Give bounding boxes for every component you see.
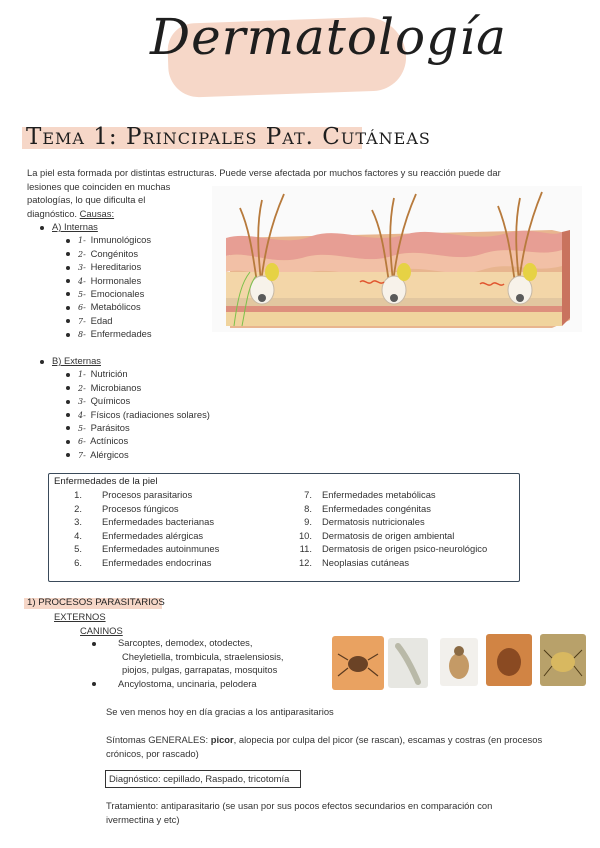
disease-item: 12. Neoplasias cutáneas: [298, 556, 410, 568]
demodex-photo: [388, 638, 428, 688]
tick-photo: [486, 634, 532, 686]
bullet-icon: [66, 333, 70, 337]
intro-line: lesiones que coinciden en muchas: [27, 180, 171, 192]
louse-photo: [440, 638, 478, 686]
list-item: 4- Hormonales: [40, 274, 152, 287]
internas-heading: A) Internas: [40, 220, 152, 233]
section-header: 1) PROCESOS PARASITARIOS: [27, 597, 165, 608]
disease-item: 10. Dermatosis de origen ambiental: [298, 529, 455, 541]
list-item: 5- Emocionales: [40, 287, 152, 300]
bullet-icon: [66, 279, 70, 283]
bullet-icon: [66, 386, 70, 390]
disease-item: 8. Enfermedades congénitas: [304, 502, 431, 514]
list-item-cont: piojos, pulgas, garrapatas, mosquitos: [122, 664, 278, 675]
list-item: 4- Físicos (radiaciones solares): [40, 408, 210, 421]
parasites-list: [92, 636, 322, 690]
bullet-icon: [66, 266, 70, 270]
list-item: Sarcoptes, demodex, otodectes,: [92, 636, 322, 650]
antiparasitic-note: Se ven menos hoy en día gracias a los antiparasitarios: [106, 706, 334, 717]
list-item: 6- Metabólicos: [40, 300, 152, 313]
picor-bold: picor: [210, 734, 234, 745]
list-item: 2- Microbianos: [40, 381, 210, 394]
bullet-icon: [66, 426, 70, 430]
intro-line: diagnóstico. Causas:: [27, 207, 115, 219]
causas-label: Causas:: [79, 207, 115, 219]
list-item: 6- Actínicos: [40, 434, 210, 447]
list-item: 2- Congénitos: [40, 247, 152, 260]
bullet-icon: [66, 252, 70, 256]
tratamiento-paragraph: [106, 799, 576, 826]
externas-heading: B) Externas: [40, 354, 210, 367]
list-item: 5- Parásitos: [40, 421, 210, 434]
bullet-icon: [66, 373, 70, 377]
bullet-icon: [66, 453, 70, 457]
list-item: 7- Edad: [40, 314, 152, 327]
disease-item: 6. Enfermedades endocrinas: [74, 556, 212, 568]
tratamiento-line: ivermectina y etc): [106, 813, 180, 825]
bullet-icon: [40, 226, 44, 230]
mite-photo: [332, 636, 384, 690]
tratamiento-line: Tratamiento: antiparasitario (se usan por sus pocos efectos secundarios en comparación con: [106, 800, 493, 811]
bullet-icon: [66, 400, 70, 404]
bullet-icon: [40, 360, 44, 364]
bullet-icon: [92, 642, 96, 646]
disease-item: 1. Procesos parasitarios: [74, 489, 193, 500]
section-heading: Tema 1: Principales Pat. Cutáneas: [26, 124, 431, 150]
skin-diagram: [212, 186, 582, 332]
intro-line: La piel esta formada por distintas estructuras. Puede verse afectada por muchos factores y su reacción puede dar: [27, 167, 501, 178]
enfermedades-title: Enfermedades de la piel: [54, 476, 158, 487]
list-item: 1- Nutrición: [40, 367, 210, 380]
diagnostico-text: Diagnóstico: cepillado, Raspado, tricotomía: [109, 773, 290, 784]
disease-item: 11. Dermatosis de origen psico-neurológico: [299, 543, 488, 554]
list-item: Ancylostoma, uncinaria, pelodera: [92, 677, 322, 691]
disease-item: 2. Procesos fúngicos: [74, 502, 179, 514]
bullet-icon: [66, 239, 70, 243]
bullet-icon: [66, 306, 70, 310]
disease-item: 9. Dermatosis nutricionales: [304, 516, 425, 527]
intro-line: patologías, lo que dificulta el: [27, 194, 146, 205]
list-item-cont: Cheyletiella, trombicula, straelensiosis,: [122, 650, 284, 662]
cheyletiella-photo: [540, 634, 586, 686]
externos-label: EXTERNOS: [54, 611, 106, 622]
disease-item: 5. Enfermedades autoinmunes: [74, 543, 220, 554]
bullet-icon: [66, 413, 70, 417]
enfermedades-left-column: [60, 488, 219, 569]
disease-item: 3. Enfermedades bacterianas: [74, 516, 215, 527]
bullet-icon: [92, 682, 96, 686]
caninos-label: CANINOS: [80, 625, 123, 636]
page-title: Dermatología: [150, 8, 507, 66]
enfermedades-right-column: [296, 488, 487, 569]
externas-list: [40, 354, 210, 461]
bullet-icon: [66, 292, 70, 296]
list-item: 3- Químicos: [40, 394, 210, 407]
sintomas-paragraph: Síntomas GENERALES: picor, alopecia por culpa del picor (se rascan), escamas y costras (en procesos crónicos, por rascado): [106, 733, 576, 760]
list-item: 1- Inmunológicos: [40, 233, 152, 246]
list-item: 3- Hereditarios: [40, 260, 152, 273]
internas-list: [40, 220, 152, 341]
bullet-icon: [66, 440, 70, 444]
sintomas-cont: crónicos, por rascado): [106, 747, 199, 759]
list-item: 7- Alérgicos: [40, 448, 210, 461]
disease-item: 4. Enfermedades alérgicas: [74, 529, 204, 541]
disease-item: 7. Enfermedades metabólicas: [304, 489, 436, 500]
bullet-icon: [66, 319, 70, 323]
list-item: 8- Enfermedades: [40, 327, 152, 340]
